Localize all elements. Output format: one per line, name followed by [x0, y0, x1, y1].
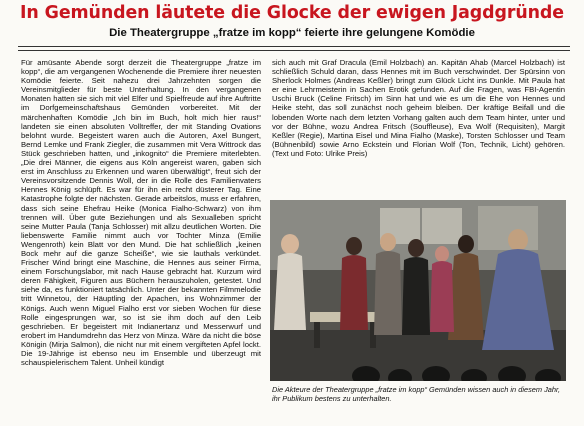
article-headline: In Gemünden läutete die Glocke der ewigen Jagdgründe [20, 3, 564, 23]
photo-caption: Die Akteure der Theatergruppe „fratze im kopp“ Gemünden wissen auch in diesem Jahr, ihr Publikum bestens zu unterhalten. [272, 385, 561, 403]
top-divider [18, 46, 570, 47]
article-body-right-column [272, 58, 565, 195]
theater-photo [270, 200, 566, 381]
article-subheadline: Die Theatergruppe „fratze im kopp“ feierte ihre gelungene Komödie [109, 27, 475, 39]
article-body-left-column [21, 58, 261, 418]
theater-stage-illustration [270, 200, 566, 381]
top-divider-2 [18, 50, 570, 51]
right-column-text: sich auch mit Graf Dracula (Emil Holzbach) an. Kapitän Ahab (Marcel Holzbach) ist schließlich Schuld daran, dass Hennes mit im Buch verschwindet. Der Spürsinn von Sherlock Holmes (Andreas Keßler) bringt zum Glück Licht ins Dunkle. Mit Paula hat er eine Lehrmeisterin in Sachen Erotik gefunden. Auf die Fragen, was FBI-Agentin Uschi Bruck (Celine Fritsch) im Sinn hat und wie es um die Ehe von Hennes und Heike steht, das soll zunächst noch geheim bleiben. Der kräftige Beifall und die lobenden Worte nach dem letzten Vorhang galten auch dem Team hinter, unter und vor der Bühne, wozu Andrea Fritsch (Souffleuse), Eva Wolf (Requisiten), Margit Keßler (Regie), Martina Eisel und Mina Fialho (Maske), Torsten Schlosser und Team (Bühnenbild) sowie Arno Eckstein und Florian Wolf (Ton, Technik, Licht) gehören. (Text und Foto: Ulrike Preis) [272, 58, 565, 158]
left-column-text: Für amüsante Abende sorgt derzeit die Theatergruppe „fratze im kopp“, die am vergangenen Wochenende die Premiere ihrer neuesten Komödie feierte. Seit nahezu drei Jahrzehnten sorgen die Vereinsmitglieder für beste Unterhaltung. In den vergangenen Monaten hatten sie sich mit viel Elfer und Spielfreude auf ihre Auftritte im Dorfgemeinschaftshaus Gemünden vorbereitet. Mit der märchenhaften Komödie „Ich bin im Buch, holt mich hier raus!“ landeten sie einen absoluten Volltreffer, der mit Standing Ovations belohnt wurde. Begeistert waren auch die Autoren, Axel Bungert, Bernd Lemke und Frank Ziegler, die zusammen mit Vera Wittrock das Stück geschrieben hatten, und „inkognito“ die Premiere miterlebten. „Die drei Männer, die eigens aus Köln angereist waren, gaben sich erst im Anschluss zu Erkennen und waren überwältigt“, freut sich der Vereinsvorsitzende Dennis Woll, der in die Rolle des Familienvaters Hennes König schlüpft. Es war für ihn ein recht düsterer Tag. Eine Katastrophe folgte der nächsten. Gerade arbeitslos, muss er erfahren, dass sich seine Ehefrau Heike (Monica Fialho-Schwarz) von ihm trennen will. Über gute Beziehungen und als Sexualleben spricht seine Mutter Paula (Tanja Schlosser) mit allzu deutlichen Worten. Die liebenswerte Familie nimmt auch vor Tochter Minza (Emilie Wengenroth) kein Blatt vor den Mund. Die hat schließlich „keinen Bock mehr auf die ganze Scheiße“, wie sie lauthals verkündet. Frischer Wind bringt eine Maschine, die Hennes aus seiner Firma, einem Forschungslabor, mit nach Hause gebracht hat. Kurzum wird deren Fähigkeit, Figuren aus Büchern herauszuholen, getestet. Und siehe da, es funktioniert tatsächlich. Unter der bekannten Filmmelodie tritt Winnetou, der Häuptling der Apachen, ins Wohnzimmer der Königs. Auch wenn Miguel Fialho erst vor sieben Wochen für diese Rolle eingesprungen war, so ist sie ihm doch auf den Leib geschrieben. Er begeistert mit Indianertanz und Messerwurf und erobert im Handumdrehn das Herz von Minza. Wäre da nicht die böse Königin (Mirja Salmon), die nicht nur mit einem vergifteten Apfel lockt. Die 19-Jährige ist ebenso neu im Ensemble und überzeugt mit schauspielerischem Talent. Unheil kündigt [21, 58, 261, 368]
